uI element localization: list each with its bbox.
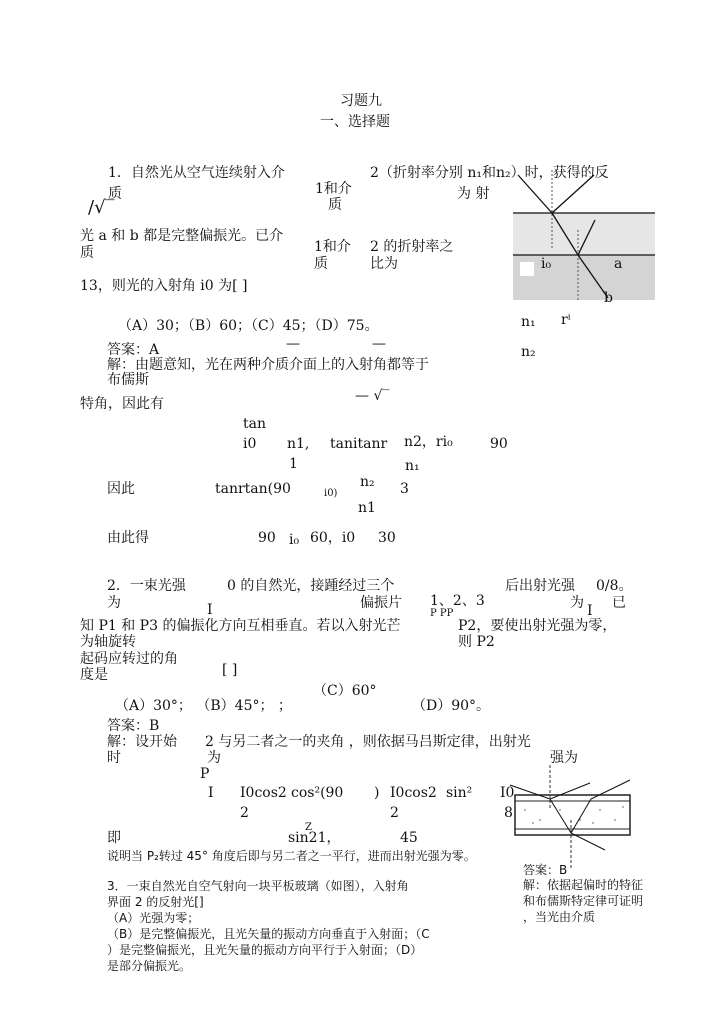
formula: 因此 [107, 481, 135, 497]
q1-text: 1和介 [314, 239, 351, 255]
q1-text: 质 [314, 256, 328, 272]
q1-text: 13，则光的入射角 i0 为[ ] [80, 278, 248, 294]
q2-text: [ ] [222, 662, 238, 678]
q2-solution: 2 与另二者之一的夹角 ，则依据马吕斯定律，出射光 [205, 734, 531, 750]
q2-text: 已 [612, 595, 626, 611]
formula: 由此得 [107, 530, 149, 546]
q2-solution: 强为 [550, 750, 578, 766]
formula: tanitanr [330, 436, 388, 452]
q1-options: （A）30；（B）60；（C）45；（D）75。 [118, 318, 379, 334]
q2-text: I [587, 603, 593, 619]
formula: ) [374, 785, 380, 801]
figure-label: a [614, 256, 623, 272]
formula: cos²(90 [291, 785, 344, 801]
formula: 2 [240, 805, 249, 821]
q2-options: （C）60° [313, 683, 377, 699]
figure-label: n₂ [521, 344, 536, 360]
formula: I [208, 785, 214, 801]
q1-text: 1．自然光从空气连续射入介 [108, 165, 285, 181]
formula: n1, [287, 436, 310, 452]
refraction-figure [508, 170, 658, 305]
q2-text: P PP [430, 608, 454, 619]
q1-text: 质 [80, 245, 94, 261]
formula: sin21， [288, 830, 341, 846]
q1-text: 质 [108, 186, 122, 202]
q2-text: P2，要使出射光强为零， [458, 618, 617, 634]
q2-note: 说明当 P₂转过 45° 角度后即与另二者之一平行，进而出射光强为零。 [107, 849, 476, 863]
q1-text: 光 a 和 b 都是完整偏振光。已介 [80, 228, 284, 244]
q2-text: 知 P1 和 P3 的偏振化方向互相垂直。若以入射光芒 [80, 618, 401, 634]
q2-text: 为 [570, 595, 584, 611]
formula: Z [305, 822, 312, 833]
q1-text: 为 射 [457, 186, 490, 202]
formula: 1 [289, 456, 298, 472]
q2-options: （A）30°； （B）45°； ； [115, 698, 292, 714]
q2-solution: 时 [107, 750, 121, 766]
formula: sin² [446, 785, 473, 801]
formula: 2 [390, 805, 399, 821]
q3-option-a: （A）光强为零； [107, 911, 200, 925]
q2-text: 偏振片 [360, 595, 402, 611]
q2-text: 起码应转过的角 [80, 651, 178, 667]
q2-text: 则 P2 [458, 634, 495, 650]
formula: n₁ [405, 458, 420, 474]
q2-options: （D）90°。 [412, 698, 491, 714]
q1-text: 比为 [370, 256, 398, 272]
q1-text: 质 [328, 197, 342, 213]
figure-label: b [604, 290, 613, 306]
formula: 60，i0 [310, 530, 356, 546]
dash: — [372, 336, 386, 352]
q2-text: 0 的自然光，接踵经过三个 [227, 578, 395, 594]
q1-solution: 解：由题意知，光在两种介质介面上的入射角都等于 [107, 357, 429, 373]
q1-answer: 答案：A [107, 342, 160, 358]
q3-option-b: （B）是完整偏振光，且光矢量的振动方向垂直于入射面；（C [107, 927, 430, 941]
q2-text: 为 [107, 595, 121, 611]
formula: i0) [324, 488, 338, 499]
formula: tan [243, 416, 266, 432]
q2-text: 2．一束光强 [107, 578, 186, 594]
formula: n1 [358, 500, 376, 516]
formula: n2，ri₀ [404, 434, 453, 450]
glass-plate-figure [505, 765, 635, 875]
sqrt-symbol: /√‾ [88, 197, 115, 218]
formula: i0 [243, 436, 257, 452]
formula: n₂ [360, 474, 375, 490]
figure-label: rⁱ [561, 312, 571, 328]
formula: 45 [400, 830, 418, 846]
q2-solution: 解：设开始 [107, 734, 177, 750]
q1-text: 2 的折射率之 [370, 239, 454, 255]
page-title: 习题九 [340, 93, 382, 109]
q2-text: 后出射光强 [505, 578, 575, 594]
section-title: 一、选择题 [320, 114, 390, 130]
formula: 30 [378, 530, 396, 546]
formula: 90 [490, 436, 508, 452]
q3-solution: 和布儒斯特定律可证明 [523, 894, 644, 908]
q2-solution: 为 [207, 750, 221, 766]
q2-text: 度是 [80, 667, 108, 683]
q2-text: I [207, 602, 213, 618]
formula: 90 [258, 530, 276, 546]
dash: — [286, 336, 300, 352]
formula: 3 [400, 481, 409, 497]
q1-solution: 布儒斯 [107, 372, 149, 388]
figure-label: n₁ [521, 314, 536, 330]
formula: i₀ [289, 532, 300, 548]
q3-text: 3．一束自然光自空气射向一块平板玻璃（如图），入射角 [107, 879, 409, 893]
dash-sqrt: — √‾ [355, 388, 390, 404]
q2-solution: P [200, 766, 210, 782]
q3-option-c: ）是完整偏振光，且光矢量的振动方向平行于入射面；（D） [107, 943, 423, 957]
q2-text: 1、2、3 [430, 593, 485, 609]
q3-option-d: 是部分偏振光。 [107, 959, 192, 973]
q2-text: 0/8。 [596, 578, 633, 594]
formula: 即 [107, 830, 121, 846]
q2-text: 为轴旋转 [80, 634, 136, 650]
formula: I0cos2 [390, 785, 437, 801]
formula: tanrtan(90 [215, 481, 291, 497]
formula: 8 [504, 805, 513, 821]
q1-text: 1和介 [315, 181, 352, 197]
q1-text: 2（折射率分别 n₁和n₂）时，获得的反 [370, 165, 609, 181]
q3-solution: 解：依据起偏时的特征 [523, 878, 644, 892]
figure-label: i₀ [541, 256, 552, 272]
q3-solution: ，当光由介质 [523, 910, 596, 924]
q3-answer: 答案：B [523, 863, 568, 877]
q2-answer: 答案：B [107, 718, 160, 734]
q1-solution: 特角，因此有 [80, 396, 164, 412]
formula: I0cos2 [240, 785, 287, 801]
formula: I0 [500, 785, 515, 801]
q3-text: 界面 2 的反射光[] [107, 895, 204, 909]
